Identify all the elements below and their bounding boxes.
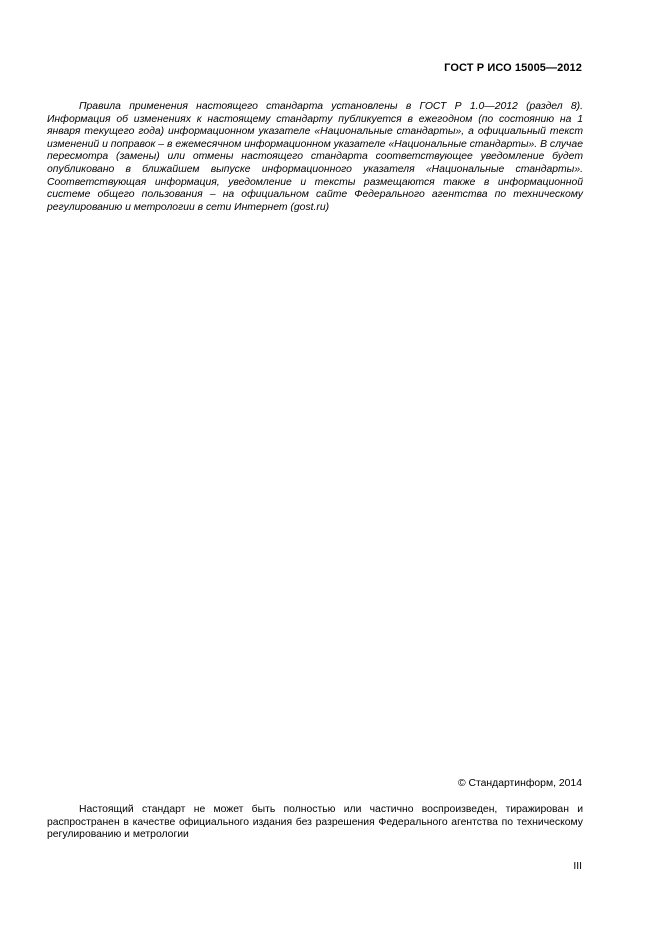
reproduction-restriction-notice: Настоящий стандарт не может быть полностью или частично воспроизведен, тиражирован и распространен в качестве официального издания без разрешения Федерального агентства по техническому регулированию и метрологии (47, 804, 583, 841)
copyright-line: © Стандартинформ, 2014 (457, 778, 582, 789)
standard-application-notice: Правила применения настоящего стандарта установлены в ГОСТ Р 1.0—2012 (раздел 8). Информация об изменениях к настоящему стандарту публикуется в ежегодном (по состоянию на 1 января текущего года) информационном указателе «Национальные стандарты», а официальный текст изменений и поправок – в ежемесячном информационном указателе «Национальные стандарты». В случае пересмотра (замены) или отмены настоящего стандарта соответствующее уведомление будет опубликовано в ближайшем выпуске информационного указателя «Национальные стандарты». Соответствующая информация, уведомление и тексты размещаются также в информационной системе общего пользования – на официальном сайте Федерального агентства по техническому регулированию и метрологии в сети Интернет (gost.ru) (47, 101, 583, 213)
standard-code-header: ГОСТ Р ИСО 15005—2012 (444, 62, 582, 74)
page-number: III (573, 861, 582, 872)
